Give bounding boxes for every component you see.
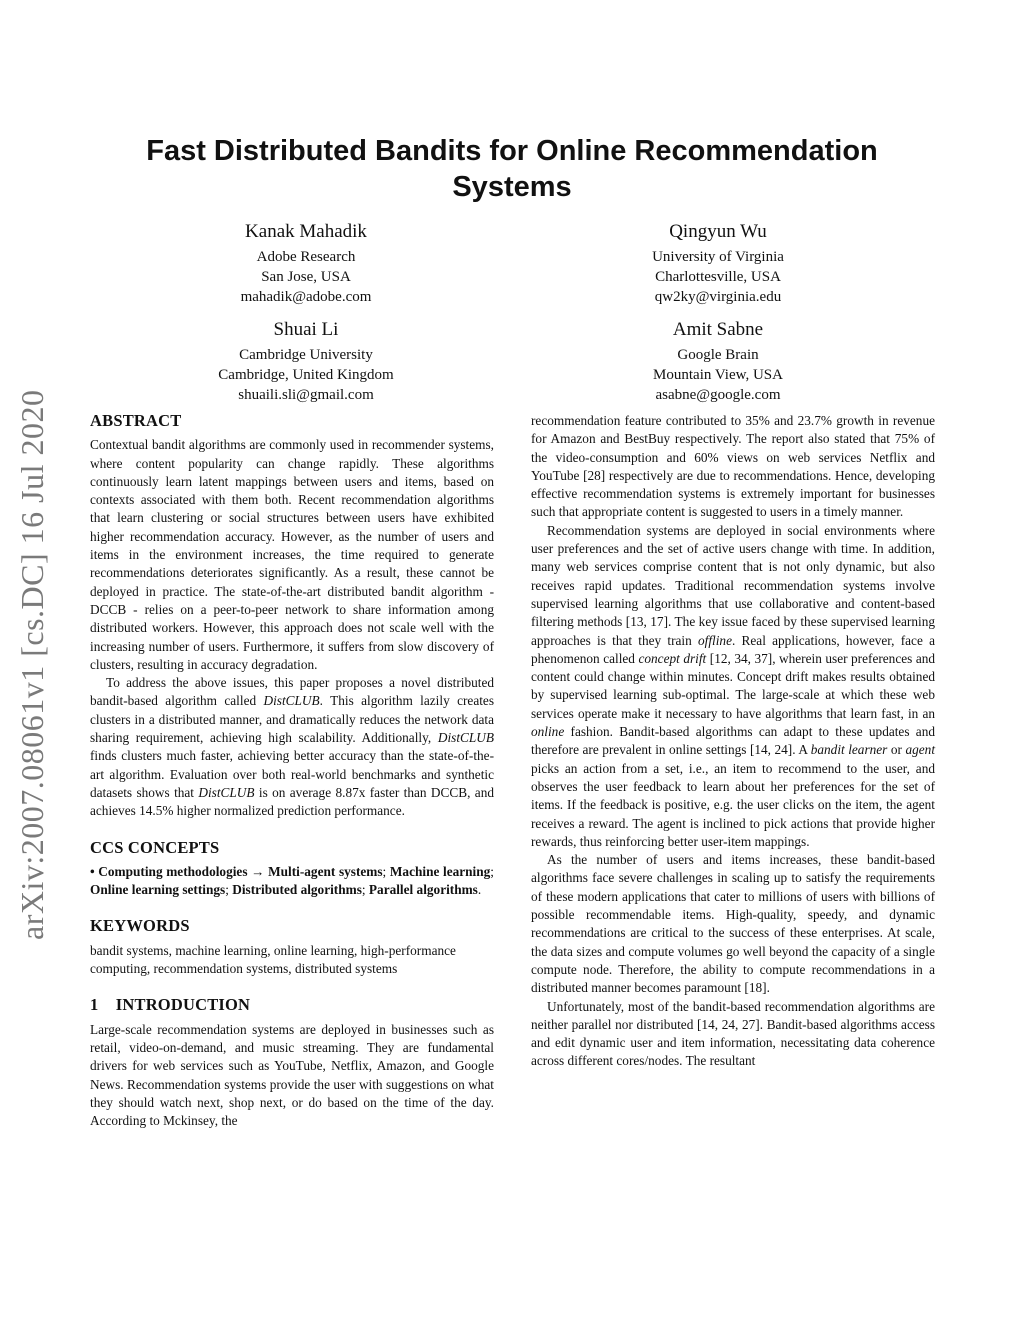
ccs-heading: CCS CONCEPTS: [90, 837, 220, 857]
author-block: [136, 220, 476, 307]
abstract-paragraph: Contextual bandit algorithms are commonly used in recommender systems, where content popularity can change rapidly. These algorithms continuously learn latent mappings between users and items, based on contexts associated with them both. Recent recommendation algorithms that learn clustering or social structures between users have exhibited higher recommendation accuracy. However, as the number of users and items in the environment increases, the time required to generate recommendations deteriorates significantly. As a result, these cannot be deployed in practice. The state-of-the-art distributed bandit algorithm - DCCB - relies on a peer-to-peer network to share information among distributed workers. However, this approach does not scale well with the increasing number of users. Furthermore, it suffers from slow discovery of clusters, resulting in accuracy degradation.: [90, 437, 494, 672]
arxiv-identifier-stamp: arXiv:2007.08061v1 [cs.DC] 16 Jul 2020: [14, 389, 50, 940]
paper-title: Fast Distributed Bandits for Online Recommendation Systems: [146, 135, 878, 203]
author-affiliation: Google Brain: [677, 347, 759, 363]
introduction-paragraph: Large-scale recommendation systems are deployed in businesses such as retail, video-on-demand, and music streaming. They are fundamental drivers for web services such as YouTube, Netflix, Amazon, and Google News. Recommendation systems provide the user with suggestions on what they should watch next, shop next, or do based on the time of the day. According to Mckinsey, the: [90, 1021, 494, 1129]
left-column: [90, 412, 494, 1130]
author-email: shuaili.sli@gmail.com: [238, 387, 374, 403]
author-location: San Jose, USA: [261, 269, 351, 285]
author-name: Kanak Mahadik: [245, 221, 367, 242]
author-email: asabne@google.com: [655, 387, 781, 403]
introduction-paragraph: recommendation feature contributed to 35% and 23.7% growth in revenue for Amazon and BestBuy respectively. The report also stated that 75% of the video-consumption and 60% views on web services Netflix and YouTube [28] respectively are due to recommendations. Hence, developing effective recommendation systems is extremely important for businesses such that appropriate content is suggested to users in a timely manner.: [531, 413, 935, 520]
author-location: Mountain View, USA: [653, 367, 783, 383]
introduction-section: [90, 996, 494, 1130]
introduction-paragraph: Unfortunately, most of the bandit-based recommendation algorithms are neither parallel nor distributed [14, 24, 27]. Bandit-based algorithms access and edit dynamic user and item information, necessitating data coherence across different cores/nodes. The resultant: [531, 998, 935, 1069]
author-block: [136, 318, 476, 405]
author-affiliation: Adobe Research: [256, 249, 356, 265]
ccs-section: [90, 839, 494, 900]
author-block: [548, 318, 888, 405]
author-email: qw2ky@virginia.edu: [654, 289, 782, 305]
author-affiliation: University of Virginia: [652, 249, 784, 265]
author-location: Charlottesville, USA: [655, 269, 781, 285]
author-name: Qingyun Wu: [669, 221, 767, 242]
keywords-heading: KEYWORDS: [90, 916, 190, 936]
author-email: mahadik@adobe.com: [240, 289, 372, 305]
ccs-concepts: • Computing methodologies → Multi-agent systems; Machine learning; Online learning settings; Distributed algorithms; Parallel algorithms.: [90, 863, 494, 898]
author-location: Cambridge, United Kingdom: [218, 367, 394, 383]
introduction-paragraph: As the number of users and items increases, these bandit-based algorithms face severe challenges in scaling up to satisfy the requirements of these modern applications that cater to millions of users with billions of possible recommendable items. High-quality, speedy, and dynamic recommendations are critical to the success of these enterprises. At scale, the data sizes and compute volumes go well beyond the capacity of a single compute node. Therefore, the ability to compute recommendations in a distributed manner becomes paramount [18].: [531, 852, 935, 996]
introduction-heading: 1 INTRODUCTION: [90, 995, 251, 1015]
keywords-section: [90, 917, 494, 978]
introduction-paragraph: Recommendation systems are deployed in social environments where user preferences and the set of active users change with time. In addition, many web services comprise content that is not only dynamic, but also receives rapid updates. Traditional recommendation systems involve supervised learning algorithms that use collaborative and content-based filtering methods [13, 17]. The key issue faced by these supervised learning approaches is that they train offline. Real applications, however, face a phenomenon called concept drift [12, 34, 37], wherein user preferences and content could change within minutes. Concept drift makes results obtained by supervised learning sub-optimal. The large-scale at which these web services operate make it necessary to have algorithms that learn fast, in an online fashion. Bandit-based algorithms can adapt to these updates and therefore are prevalent in online settings [14, 24]. A bandit learner or agent picks an action from a set, i.e., an item to recommend to the user, and observes the user feedback to learn about her preferences for the set of items. If the feedback is positive, e.g. the user clicks on the item, the agent receives a reward. The agent is inclined to pick actions that provide higher rewards, thus reinforcing better user-item mappings.: [531, 522, 936, 849]
abstract-heading: ABSTRACT: [90, 411, 182, 430]
author-name: Shuai Li: [273, 319, 339, 340]
author-name: Amit Sabne: [672, 319, 764, 340]
right-column: [531, 412, 935, 1071]
author-affiliation: Cambridge University: [239, 347, 373, 363]
author-block: [548, 220, 888, 307]
keywords-text: bandit systems, machine learning, online learning, high-performance computing, recommendation systems, distributed systems: [90, 942, 456, 977]
abstract-paragraph: To address the above issues, this paper proposes a novel distributed bandit-based algorithm called DistCLUB. This algorithm lazily creates clusters in a distributed manner, and dramatically reduces the network data sharing requirement, achieving high scalability. Additionally, DistCLUB finds clusters much faster, achieving better accuracy than the state-of-the-art algorithm. Evaluation over both real-world benchmarks and synthetic datasets shows that DistCLUB is on average 8.87x faster than DCCB, and achieves 14.5% higher normalized prediction performance.: [90, 675, 494, 819]
